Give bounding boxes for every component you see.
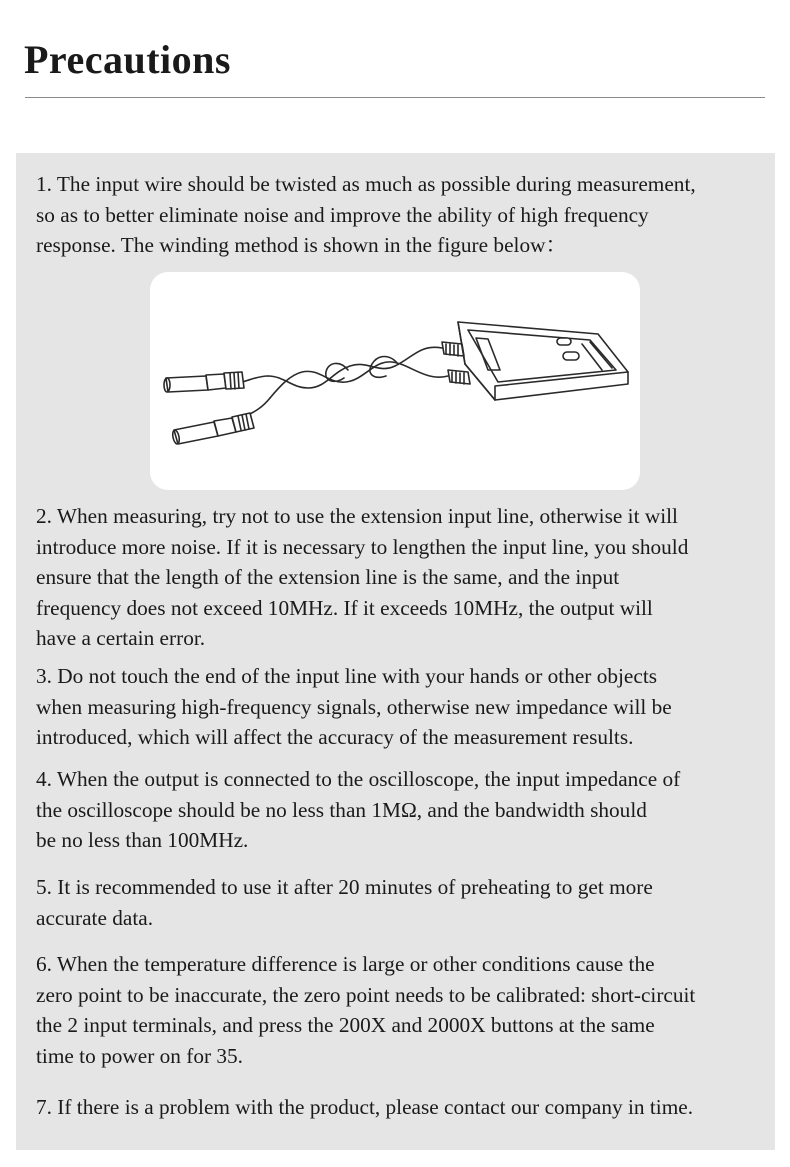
precaution-2-line-4: frequency does not exceed 10MHz. If it exceeds 10MHz, the output will — [36, 595, 653, 620]
winding-method-figure — [150, 272, 640, 490]
page-title: Precautions — [24, 37, 231, 82]
precaution-6-line-2: zero point to be inaccurate, the zero point needs to be calibrated: short-circuit — [36, 982, 696, 1007]
precaution-3-line-3: introduced, which will affect the accuracy of the measurement results. — [36, 725, 634, 750]
precaution-2-line-1: 2. When measuring, try not to use the extension input line, otherwise it will — [36, 504, 678, 528]
precaution-4 — [36, 764, 778, 856]
precaution-1-line-2: so as to better eliminate noise and improve the ability of high frequency — [36, 202, 649, 227]
precaution-4-line-1: 4. When the output is connected to the oscilloscope, the input impedance of — [36, 767, 681, 791]
precaution-4-line-2: the oscilloscope should be no less than 1MΩ, and the bandwidth should — [36, 797, 647, 822]
precaution-1-line-1: 1. The input wire should be twisted as much as possible during measurement, — [36, 172, 696, 196]
title-divider — [25, 97, 765, 98]
precaution-7 — [36, 1092, 778, 1123]
precaution-2-line-2: introduce more noise. If it is necessary to lengthen the input line, you should — [36, 534, 689, 559]
precaution-4-line-3: be no less than 100MHz. — [36, 828, 249, 853]
precaution-2-line-5: have a certain error. — [36, 626, 206, 651]
precaution-3-line-1: 3. Do not touch the end of the input line with your hands or other objects — [36, 664, 658, 688]
precaution-3-line-2: when measuring high-frequency signals, otherwise new impedance will be — [36, 694, 672, 719]
precaution-6 — [36, 949, 778, 1071]
precaution-1 — [36, 169, 778, 261]
precaution-5-line-2: accurate data. — [36, 905, 154, 930]
precaution-7-line-1: 7. If there is a problem with the product, please contact our company in time. — [36, 1095, 694, 1119]
precaution-6-line-3: the 2 input terminals, and press the 200X and 2000X buttons at the same — [36, 1013, 655, 1038]
precaution-2-line-3: ensure that the length of the extension line is the same, and the input — [36, 565, 620, 590]
precaution-3 — [36, 661, 778, 753]
probe-twisted-wire-illustration — [150, 272, 640, 490]
precaution-5 — [36, 872, 778, 933]
precaution-2 — [36, 501, 778, 654]
precaution-1-line-3: response. The winding method is shown in the figure below： — [36, 233, 567, 258]
precaution-6-line-4: time to power on for 35. — [36, 1043, 244, 1068]
precaution-5-line-1: 5. It is recommended to use it after 20 minutes of preheating to get more — [36, 875, 653, 899]
precaution-6-line-1: 6. When the temperature difference is large or other conditions cause the — [36, 952, 655, 976]
